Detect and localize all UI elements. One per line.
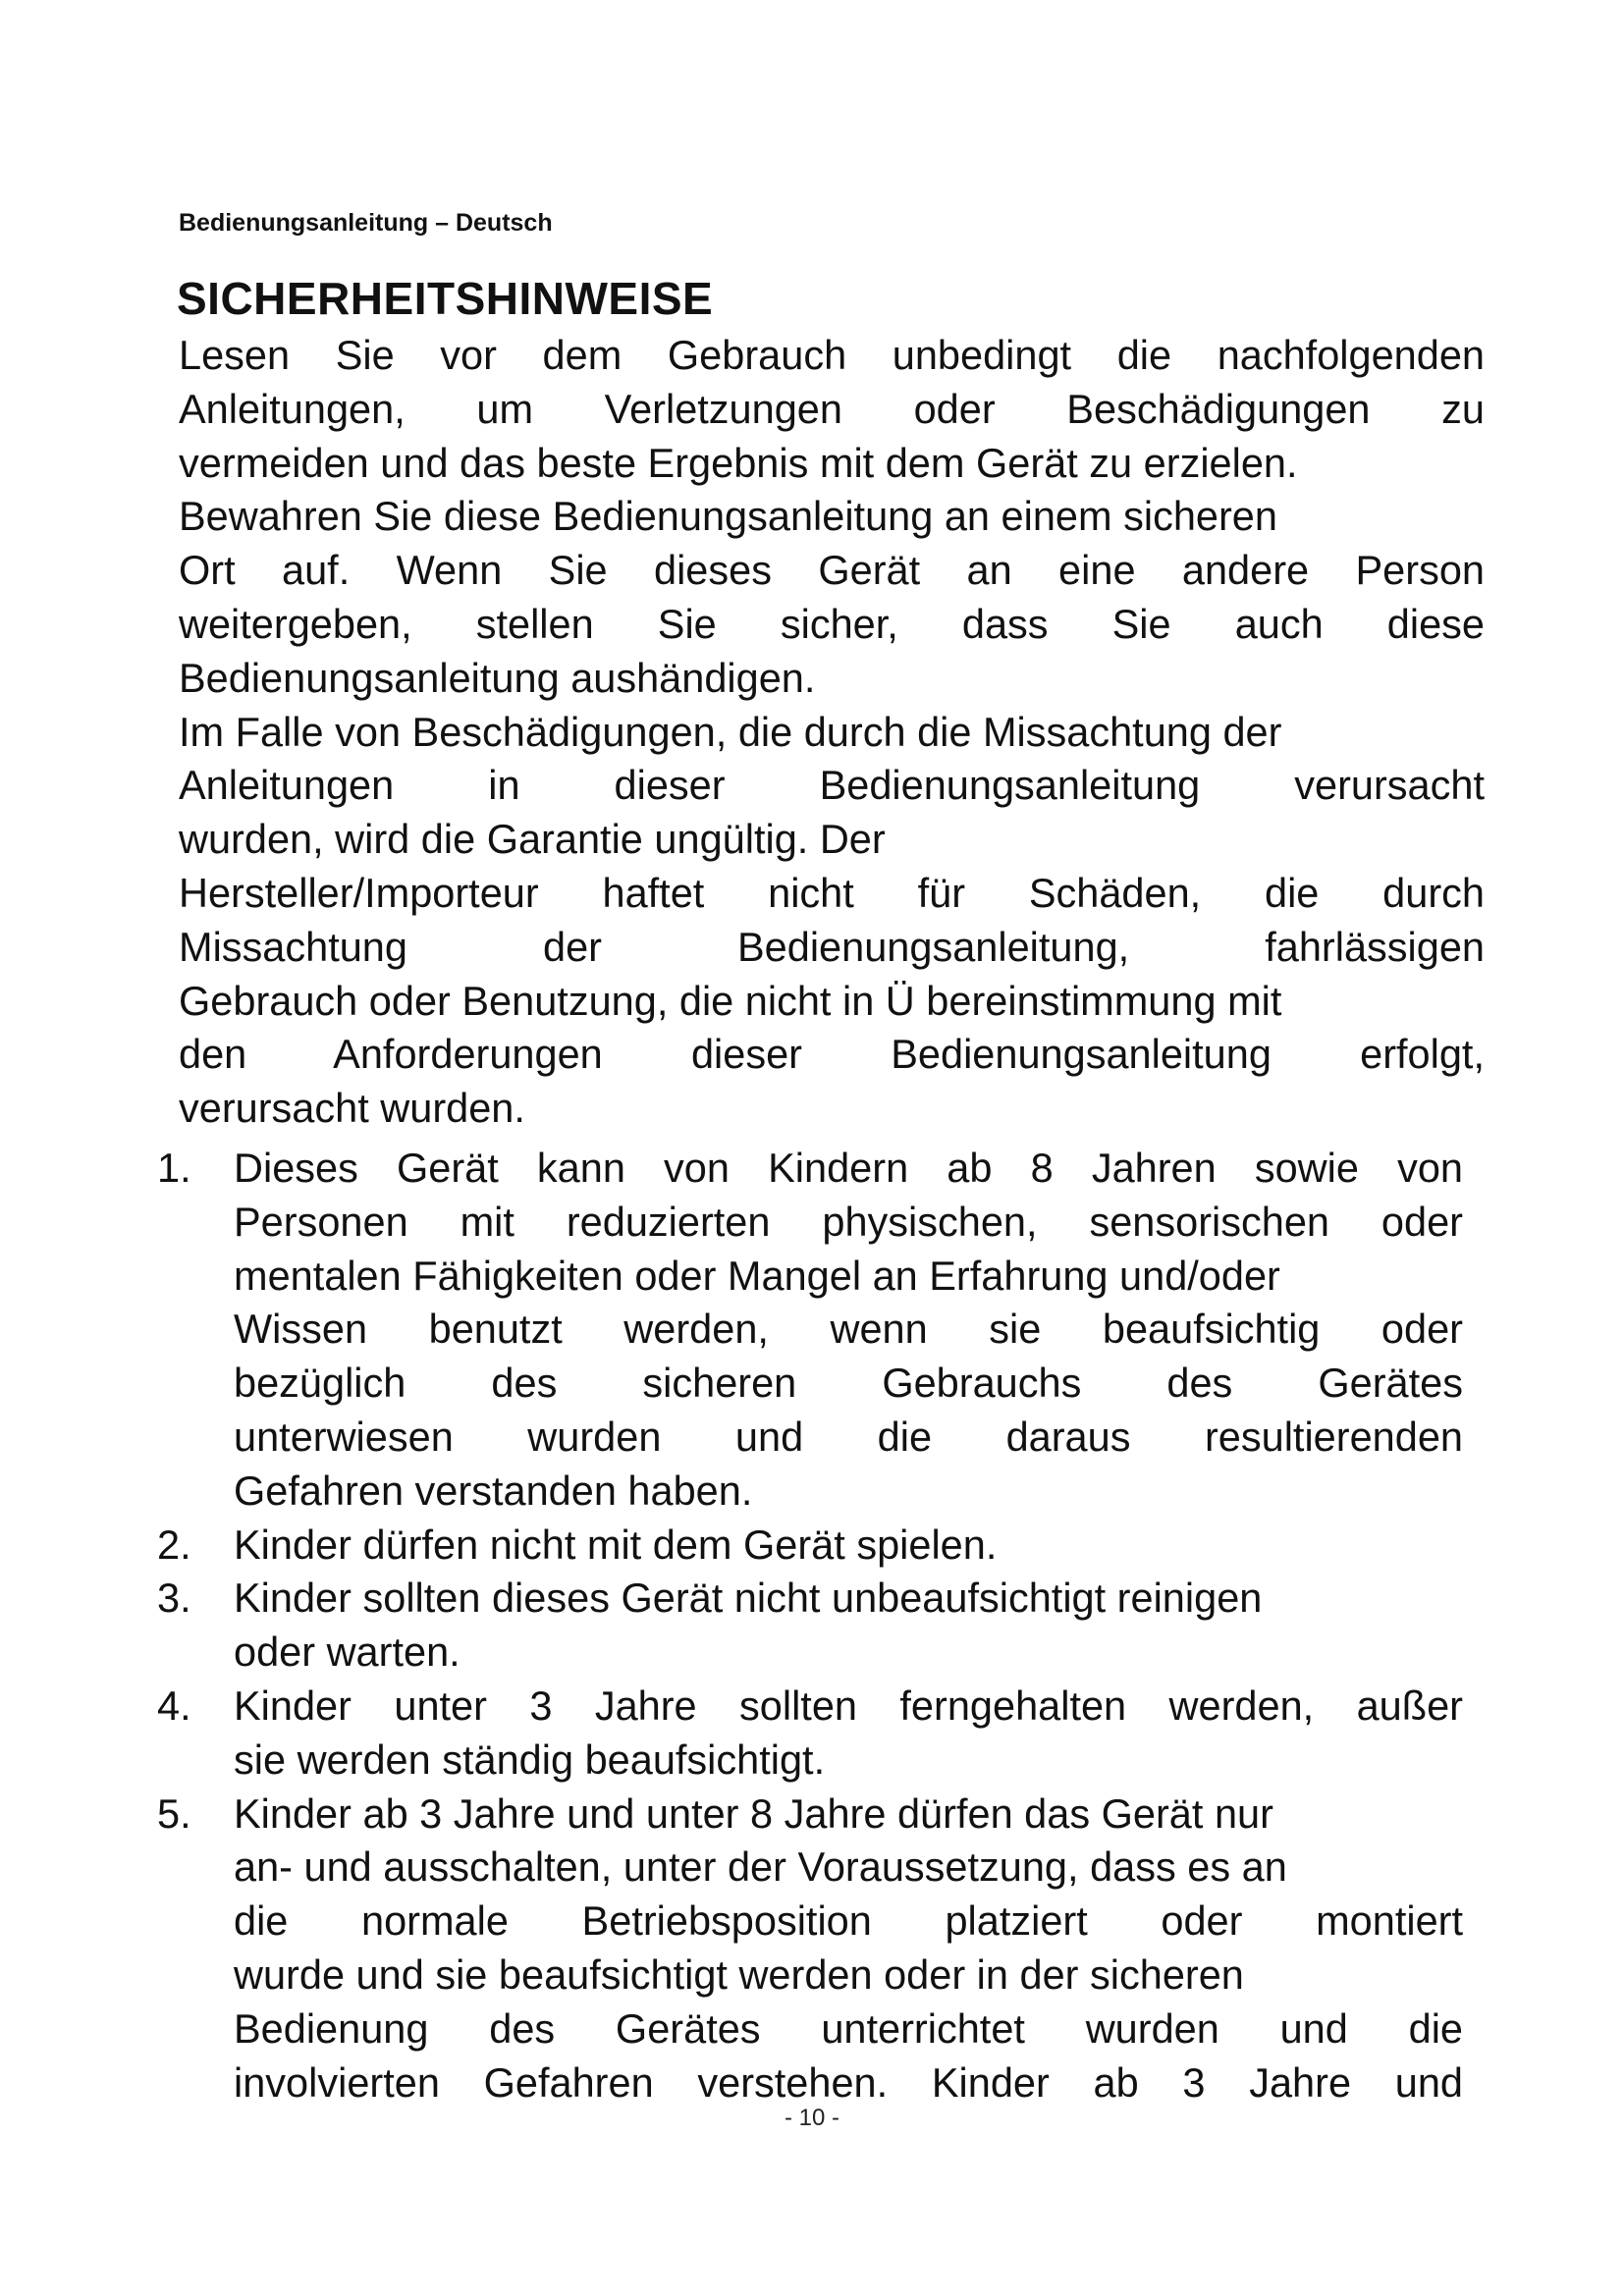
intro-line: Lesen Sie vor dem Gebrauch unbedingt die nachfolgenden <box>179 332 1485 378</box>
list-item-line: bezüglich des sicheren Gebrauchs des Gerätes <box>234 1360 1463 1407</box>
safety-instructions-list <box>147 1142 1463 2109</box>
intro-line: verursacht wurden. <box>179 1085 525 1132</box>
list-item-line: sie werden ständig beaufsichtigt. <box>234 1735 826 1783</box>
intro-line: weitergeben, stellen Sie sicher, dass Sie auch diese <box>179 600 1485 647</box>
intro-line: Im Falle von Beschädigungen, die durch die Missachtung der <box>179 708 1282 755</box>
list-item-line: mentalen Fähigkeiten oder Mangel an Erfahrung und/oder <box>234 1252 1280 1299</box>
list-item-line: Wissen benutzt werden, wenn sie beaufsichtig oder <box>234 1306 1463 1353</box>
list-item <box>147 1788 1463 2110</box>
list-item-line: Personen mit reduzierten physischen, sensorischen oder <box>234 1198 1463 1245</box>
list-item-line: involvierten Gefahren verstehen. Kinder ab 3 Jahre und <box>234 2058 1463 2106</box>
intro-line: Anleitungen in dieser Bedienungsanleitung verursacht <box>179 762 1485 809</box>
list-item-line: Bedienung des Gerätes unterrichtet wurden und die <box>234 2004 1463 2052</box>
list-item-line: die normale Betriebsposition platziert oder montiert <box>234 1897 1463 1945</box>
list-item-number: 5. <box>157 1789 191 1837</box>
list-item <box>147 1572 1463 1680</box>
section-title: SICHERHEITSHINWEISE <box>177 273 714 324</box>
intro-paragraphs <box>179 329 1485 1136</box>
list-item-number: 2. <box>157 1521 191 1568</box>
list-item-line: Kinder dürfen nicht mit dem Gerät spielen. <box>234 1521 998 1568</box>
list-item-number: 4. <box>157 1682 191 1729</box>
list-item-line: Kinder ab 3 Jahre und unter 8 Jahre dürfen das Gerät nur <box>234 1789 1273 1837</box>
intro-line: Ort auf. Wenn Sie dieses Gerät an eine andere Person <box>179 547 1485 594</box>
list-item-line: unterwiesen wurden und die daraus resultierenden <box>234 1413 1463 1460</box>
intro-line: vermeiden und das beste Ergebnis mit dem Gerät zu erzielen. <box>179 439 1298 486</box>
intro-line: Missachtung der Bedienungsanleitung, fahrlässigen <box>179 923 1485 970</box>
list-item-number: 1. <box>157 1145 191 1191</box>
intro-line: wurden, wird die Garantie ungültig. Der <box>179 816 886 863</box>
document-language-header: Bedienungsanleitung – Deutsch <box>179 209 553 237</box>
intro-line: den Anforderungen dieser Bedienungsanleitung erfolgt, <box>179 1031 1485 1078</box>
intro-line: Bewahren Sie diese Bedienungsanleitung an einem sicheren <box>179 493 1277 540</box>
list-item-line: Dieses Gerät kann von Kindern ab 8 Jahren sowie von <box>234 1145 1463 1191</box>
list-item <box>147 1142 1463 1519</box>
list-item <box>147 1519 1463 1573</box>
list-item-line: wurde und sie beaufsichtigt werden oder in der sicheren <box>234 1950 1244 1998</box>
page-number: - 10 - <box>784 2105 839 2131</box>
list-item-line: Kinder sollten dieses Gerät nicht unbeaufsichtigt reinigen <box>234 1575 1263 1622</box>
list-item-line: Gefahren verstanden haben. <box>234 1467 753 1514</box>
list-item <box>147 1680 1463 1788</box>
list-item-number: 3. <box>157 1575 191 1622</box>
list-item-line: Kinder unter 3 Jahre sollten ferngehalten werden, außer <box>234 1682 1463 1729</box>
intro-line: Gebrauch oder Benutzung, die nicht in Ü bereinstimmung mit <box>179 977 1282 1024</box>
list-item-line: oder warten. <box>234 1629 460 1676</box>
intro-line: Bedienungsanleitung aushändigen. <box>179 654 816 701</box>
intro-line: Hersteller/Importeur haftet nicht für Schäden, die durch <box>179 869 1485 916</box>
intro-line: Anleitungen, um Verletzungen oder Beschädigungen zu <box>179 385 1485 432</box>
list-item-line: an- und ausschalten, unter der Voraussetzung, dass es an <box>234 1843 1287 1891</box>
